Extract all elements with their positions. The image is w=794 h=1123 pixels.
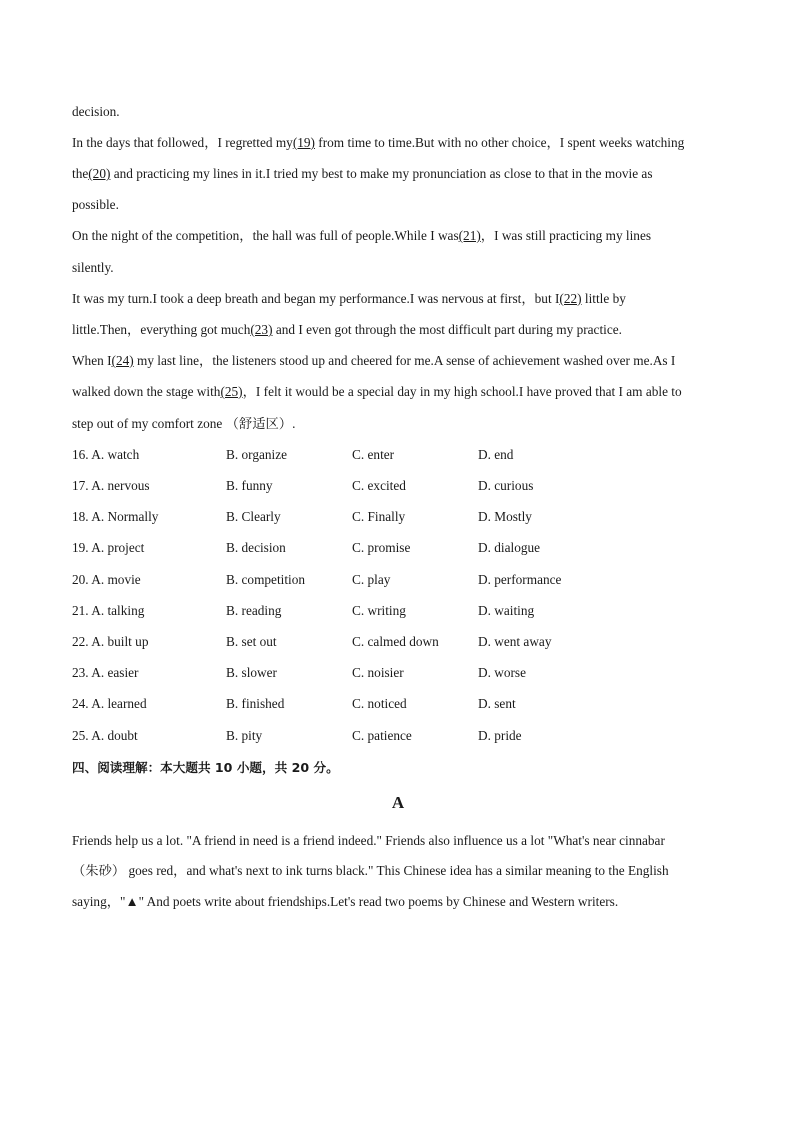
option-a: 23. A. easier bbox=[72, 665, 139, 680]
option-c: C. excited bbox=[352, 478, 406, 493]
option-d: D. waiting bbox=[478, 603, 535, 618]
option-c: C. writing bbox=[352, 603, 406, 618]
passage-line: silently. bbox=[72, 260, 114, 275]
passage-line: step out of my comfort zone （舒适区）. bbox=[72, 416, 296, 431]
option-d: D. pride bbox=[478, 728, 522, 743]
option-b: B. decision bbox=[226, 540, 286, 555]
blank-20: (20) bbox=[88, 166, 111, 181]
option-a: 22. A. built up bbox=[72, 634, 149, 649]
option-c: C. promise bbox=[352, 540, 411, 555]
option-b: B. reading bbox=[226, 603, 282, 618]
passage-line: possible. bbox=[72, 197, 119, 212]
option-d: D. Mostly bbox=[478, 509, 532, 524]
blank-22: (22) bbox=[559, 291, 582, 306]
blank-21: (21) bbox=[458, 228, 481, 243]
blank-25: (25) bbox=[220, 384, 243, 399]
option-a: 24. A. learned bbox=[72, 696, 147, 711]
blank-24: (24) bbox=[111, 353, 134, 368]
option-b: B. slower bbox=[226, 665, 277, 680]
option-c: C. noticed bbox=[352, 696, 407, 711]
part-title: A bbox=[391, 793, 405, 812]
option-d: D. curious bbox=[478, 478, 534, 493]
passage-line: When I(24) my last line，the listeners stood up and cheered for me.A sense of achievement washed over me.As I bbox=[72, 353, 676, 368]
option-d: D. performance bbox=[478, 572, 562, 587]
option-b: B. pity bbox=[226, 728, 263, 743]
option-a: 16. A. watch bbox=[72, 447, 140, 462]
option-b: B. organize bbox=[226, 447, 288, 462]
option-c: C. noisier bbox=[352, 665, 404, 680]
option-b: B. finished bbox=[226, 696, 285, 711]
passage-line: walked down the stage with(25)，I felt it would be a special day in my high school.I have proved that I am able to bbox=[72, 384, 682, 399]
blank-19: (19) bbox=[292, 135, 315, 150]
option-c: C. Finally bbox=[352, 509, 406, 524]
option-c: C. calmed down bbox=[352, 634, 439, 649]
option-d: D. went away bbox=[478, 634, 552, 649]
passage-line: On the night of the competition，the hall was full of people.While I was(21)，I was still practicing my lines bbox=[72, 228, 652, 243]
reading-line: saying，"▲" And poets write about friendships.Let's read two poems by Chinese and Western writers. bbox=[72, 894, 619, 909]
passage-line: It was my turn.I took a deep breath and began my performance.I was nervous at first，but I(22) little by bbox=[72, 291, 626, 306]
option-a: 20. A. movie bbox=[72, 572, 141, 587]
option-b: B. set out bbox=[226, 634, 277, 649]
passage-line: decision. bbox=[72, 104, 120, 119]
section-heading: 四、阅读理解：本大题共 10 小题，共 20 分。 bbox=[72, 760, 339, 775]
passage-line: the(20) and practicing my lines in it.I tried my best to make my pronunciation as close to that in the movie as bbox=[72, 166, 653, 181]
blank-23: (23) bbox=[250, 322, 273, 337]
option-a: 21. A. talking bbox=[72, 603, 145, 618]
option-a: 25. A. doubt bbox=[72, 728, 138, 743]
option-d: D. worse bbox=[478, 665, 527, 680]
option-d: D. end bbox=[478, 447, 514, 462]
option-c: C. enter bbox=[352, 447, 395, 462]
option-d: D. sent bbox=[478, 696, 516, 711]
option-a: 18. A. Normally bbox=[72, 509, 159, 524]
passage-line: little.Then，everything got much(23) and I even got through the most difficult part during my practice. bbox=[72, 322, 622, 337]
reading-line: （朱砂） goes red，and what's next to ink turns black." This Chinese idea has a similar meaning to the English bbox=[72, 863, 669, 878]
option-b: B. funny bbox=[226, 478, 273, 493]
option-d: D. dialogue bbox=[478, 540, 541, 555]
passage-line: In the days that followed，I regretted my(19) from time to time.But with no other choice，I spent weeks watching bbox=[72, 135, 685, 150]
option-c: C. play bbox=[352, 572, 391, 587]
option-a: 17. A. nervous bbox=[72, 478, 150, 493]
reading-line: Friends help us a lot. "A friend in need is a friend indeed." Friends also influence us a lot "What's near cinnabar bbox=[72, 833, 665, 848]
option-b: B. competition bbox=[226, 572, 306, 587]
option-b: B. Clearly bbox=[226, 509, 281, 524]
option-c: C. patience bbox=[352, 728, 412, 743]
option-a: 19. A. project bbox=[72, 540, 145, 555]
